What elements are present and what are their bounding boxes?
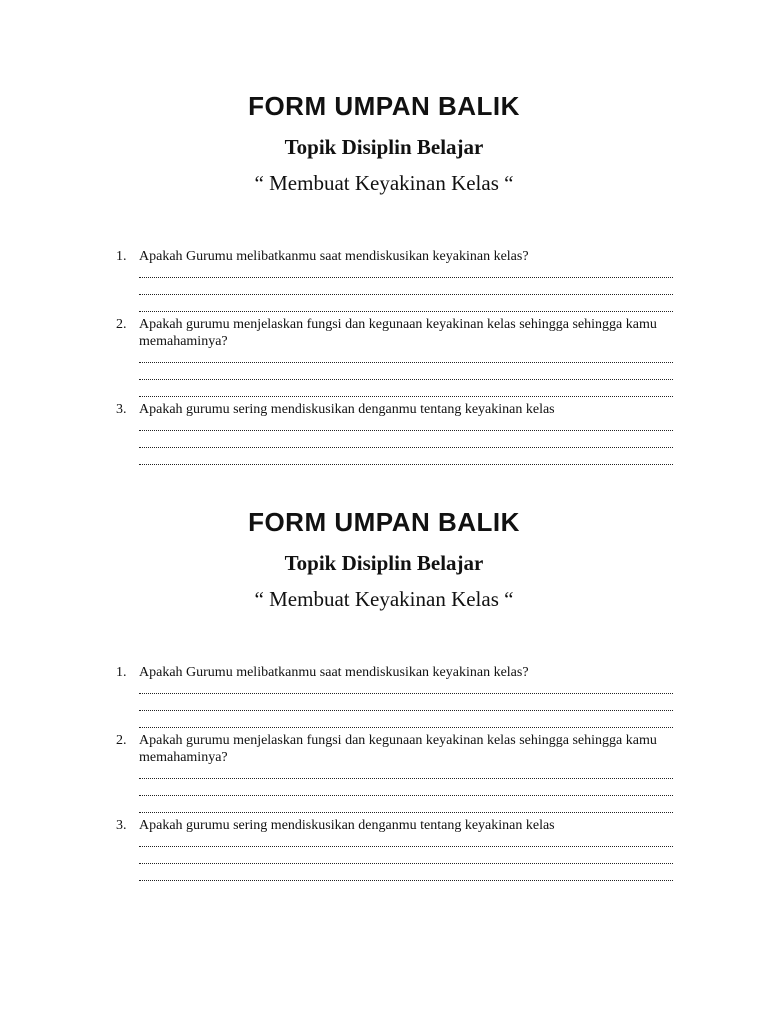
- form-title: FORM UMPAN BALIK: [248, 507, 520, 537]
- question-number: 2.: [116, 733, 127, 748]
- form-motto: “ Membuat Keyakinan Kelas “: [254, 587, 514, 611]
- form-topic: Topik Disiplin Belajar: [284, 135, 484, 159]
- question-number: 1.: [116, 665, 127, 680]
- question-text: Apakah gurumu menjelaskan fungsi dan kegunaan keyakinan kelas sehingga sehingga kamu memahaminya?: [139, 733, 657, 765]
- form-topic: Topik Disiplin Belajar: [284, 551, 484, 575]
- question-text: Apakah Gurumu melibatkanmu saat mendiskusikan keyakinan kelas?: [139, 249, 529, 264]
- question-item-1: [0, 248, 673, 316]
- question-item-1: [0, 664, 673, 732]
- question-number: 1.: [116, 249, 127, 264]
- answer-line[interactable]: [139, 448, 673, 465]
- answer-line[interactable]: [139, 677, 673, 694]
- question-item-2: [0, 732, 673, 817]
- answer-line[interactable]: [139, 261, 673, 278]
- answer-line[interactable]: [139, 694, 673, 711]
- question-number: 2.: [116, 317, 127, 332]
- answer-line[interactable]: [139, 711, 673, 728]
- question-item-3: [0, 817, 673, 885]
- question-item-3: [0, 401, 673, 469]
- answer-line[interactable]: [139, 295, 673, 312]
- answer-line[interactable]: [139, 363, 673, 380]
- answer-line[interactable]: [139, 830, 673, 847]
- answer-line[interactable]: [139, 779, 673, 796]
- question-text: Apakah Gurumu melibatkanmu saat mendiskusikan keyakinan kelas?: [139, 665, 529, 680]
- feedback-form-1: [0, 88, 768, 417]
- answer-line[interactable]: [139, 864, 673, 881]
- form-motto: “ Membuat Keyakinan Kelas “: [254, 171, 514, 195]
- form-title: FORM UMPAN BALIK: [248, 91, 520, 121]
- question-number: 3.: [116, 402, 127, 417]
- question-list: [0, 664, 768, 885]
- answer-line[interactable]: [139, 380, 673, 397]
- answer-line[interactable]: [139, 796, 673, 813]
- answer-line[interactable]: [139, 414, 673, 431]
- answer-line[interactable]: [139, 346, 673, 363]
- question-text: Apakah gurumu sering mendiskusikan denganmu tentang keyakinan kelas: [139, 818, 555, 833]
- feedback-form-2: [0, 504, 768, 833]
- question-item-2: [0, 316, 673, 401]
- answer-line[interactable]: [139, 431, 673, 448]
- question-text: Apakah gurumu sering mendiskusikan denganmu tentang keyakinan kelas: [139, 402, 555, 417]
- answer-line[interactable]: [139, 278, 673, 295]
- question-list: [0, 248, 768, 469]
- question-number: 3.: [116, 818, 127, 833]
- answer-line[interactable]: [139, 847, 673, 864]
- answer-line[interactable]: [139, 762, 673, 779]
- question-text: Apakah gurumu menjelaskan fungsi dan kegunaan keyakinan kelas sehingga sehingga kamu memahaminya?: [139, 317, 657, 349]
